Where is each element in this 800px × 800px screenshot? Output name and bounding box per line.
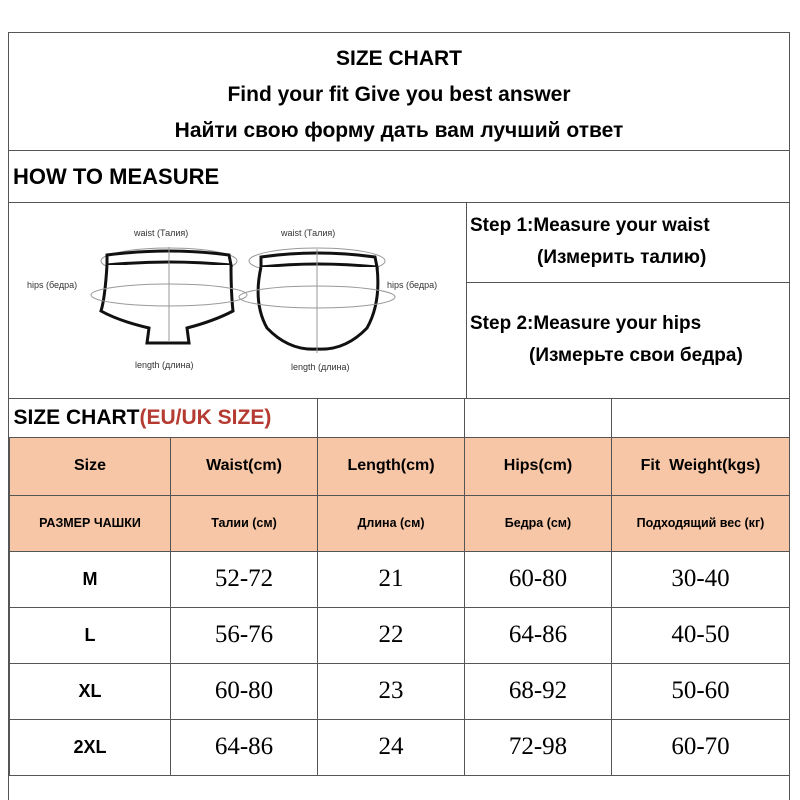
hips-cell: 68-92 <box>465 663 612 719</box>
size-chart-sheet <box>8 32 790 800</box>
how-to-measure-title: HOW TO MEASURE <box>9 151 789 203</box>
size-cell: 2XL <box>10 719 171 775</box>
hips-label-left: hips (бедра) <box>27 280 78 290</box>
length-cell: 23 <box>318 663 465 719</box>
length-cell: 22 <box>318 607 465 663</box>
subtitle-english: Find your fit Give you best answer <box>227 83 571 106</box>
front-brief-illustration <box>91 247 247 345</box>
table-header-row-english <box>10 437 790 495</box>
weight-cell: 30-40 <box>612 551 790 607</box>
step-1-title: Step 1:Measure your waist <box>470 215 710 236</box>
table-row <box>10 719 790 775</box>
header-size-ru: РАЗМЕР ЧАШКИ <box>10 495 171 551</box>
back-brief-illustration <box>239 248 395 353</box>
page-title: SIZE CHART <box>336 47 462 70</box>
step-2-title: Step 2:Measure your hips <box>470 313 702 334</box>
header-size: Size <box>10 437 171 495</box>
size-cell: L <box>10 607 171 663</box>
hips-cell: 64-86 <box>465 607 612 663</box>
header-hips: Hips(cm) <box>465 437 612 495</box>
table-row <box>10 551 790 607</box>
size-cell: XL <box>10 663 171 719</box>
size-table <box>9 399 790 776</box>
hips-cell: 60-80 <box>465 551 612 607</box>
length-cell: 24 <box>318 719 465 775</box>
header-waist-ru: Талии (см) <box>171 495 318 551</box>
measurement-diagram <box>9 203 467 399</box>
size-chart-title-row <box>10 399 790 437</box>
length-label-right: length (длина) <box>291 362 350 372</box>
weight-cell: 50-60 <box>612 663 790 719</box>
waist-label-right: waist (Талия) <box>281 228 336 238</box>
underwear-diagram-illustration <box>9 203 466 398</box>
hips-label-right: hips (бедра) <box>387 280 438 290</box>
length-cell: 21 <box>318 551 465 607</box>
size-chart-title: SIZE CHART(EU/UK SIZE) <box>10 399 318 437</box>
header-weight: Fit Weight(kgs) <box>612 437 790 495</box>
waist-cell: 56-76 <box>171 607 318 663</box>
size-chart-title-highlight: (EU/UK SIZE) <box>139 405 272 429</box>
size-cell: M <box>10 551 171 607</box>
header-weight-ru: Подходящий вес (кг) <box>612 495 790 551</box>
step-1-subtitle: (Измерить талию) <box>537 247 707 268</box>
header-hips-ru: Бедра (см) <box>465 495 612 551</box>
waist-cell: 60-80 <box>171 663 318 719</box>
weight-cell: 60-70 <box>612 719 790 775</box>
waist-cell: 52-72 <box>171 551 318 607</box>
waist-cell: 64-86 <box>171 719 318 775</box>
header-length-ru: Длина (см) <box>318 495 465 551</box>
step-2-subtitle: (Измерьте свои бедра) <box>529 345 743 366</box>
table-row <box>10 607 790 663</box>
step-2 <box>467 283 789 399</box>
length-label-left: length (длина) <box>135 360 194 370</box>
header <box>9 33 789 151</box>
waist-label-left: waist (Талия) <box>134 228 189 238</box>
table-row <box>10 663 790 719</box>
table-header-row-russian <box>10 495 790 551</box>
header-waist: Waist(cm) <box>171 437 318 495</box>
hips-cell: 72-98 <box>465 719 612 775</box>
step-1 <box>467 203 789 283</box>
subtitle-russian: Найти свою форму дать вам лучший ответ <box>174 119 624 142</box>
header-length: Length(cm) <box>318 437 465 495</box>
weight-cell: 40-50 <box>612 607 790 663</box>
